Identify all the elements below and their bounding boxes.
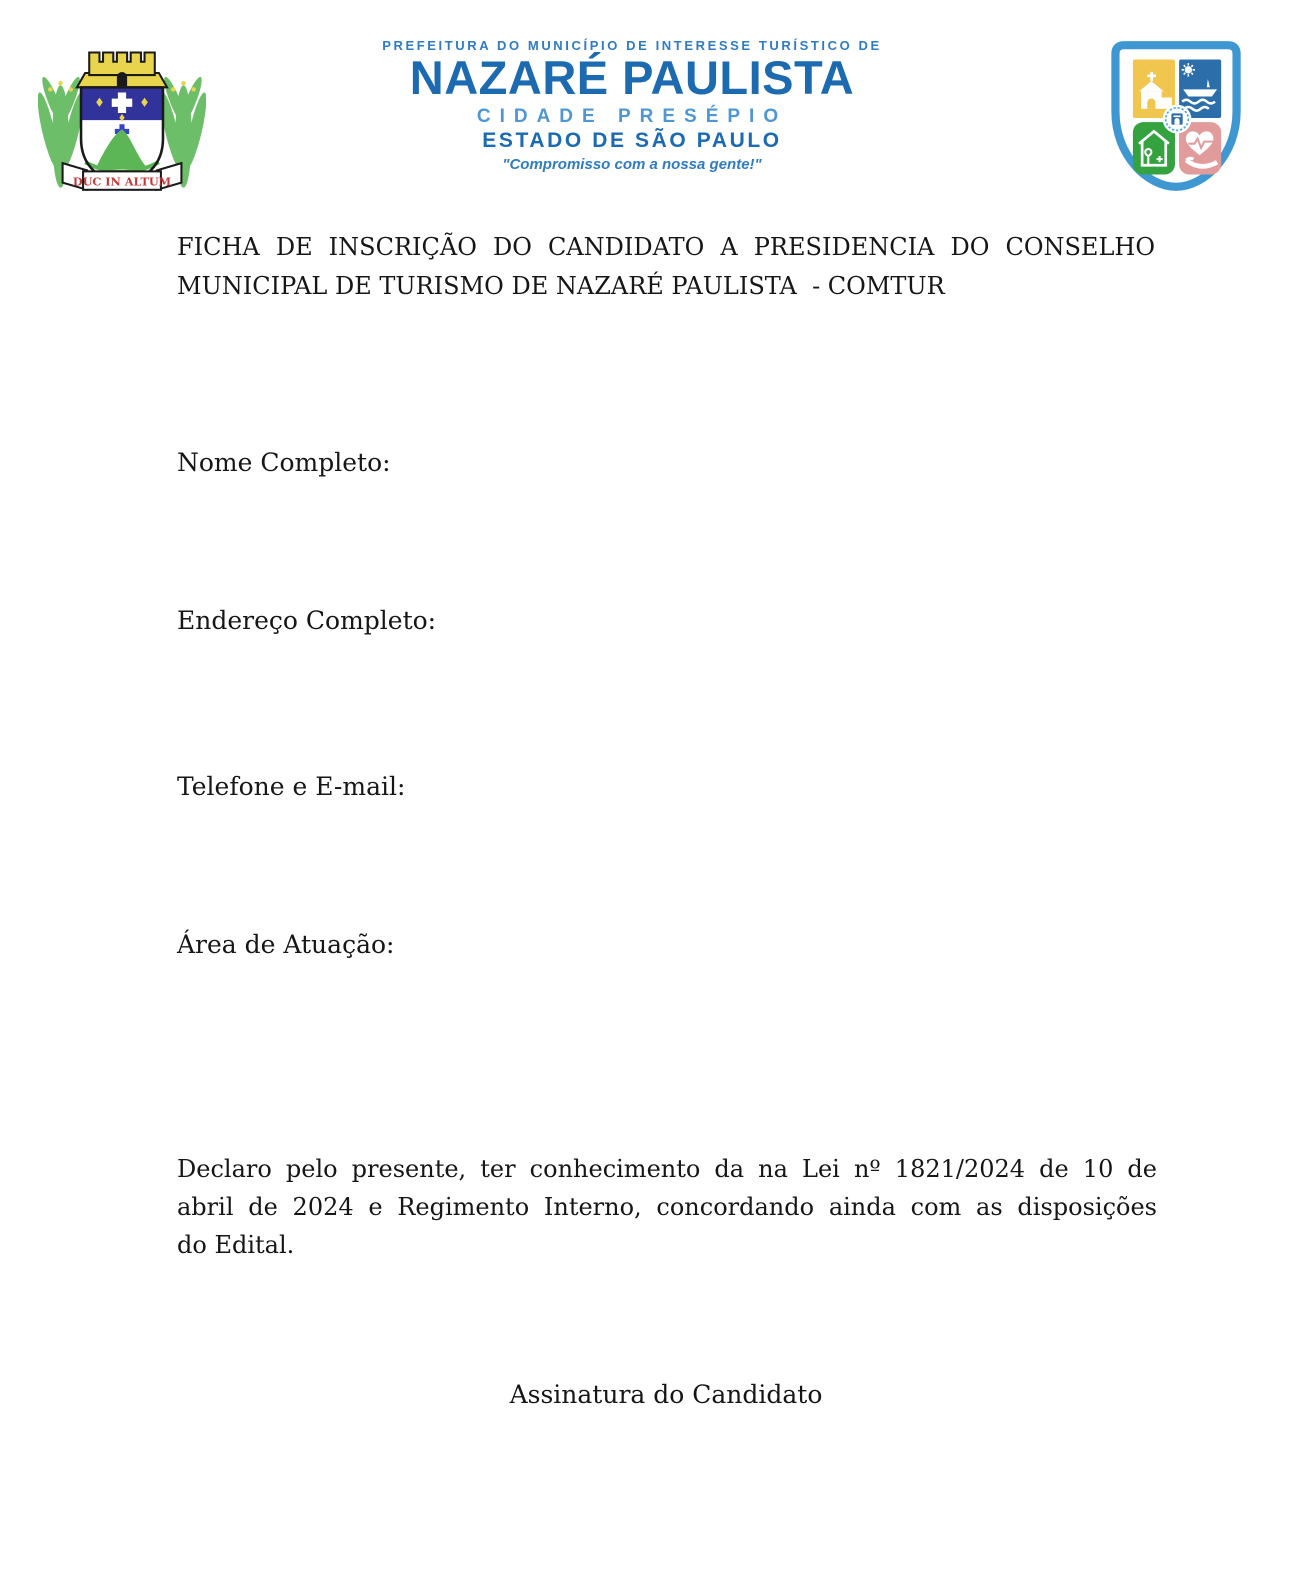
- field-label-nome-completo: Nome Completo:: [177, 448, 391, 477]
- header-tagline: "Compromisso com a nossa gente!": [502, 155, 762, 173]
- form-title: [177, 228, 1155, 306]
- center-badge-icon: [1163, 105, 1192, 134]
- declaration-line-3: do Edital.: [177, 1231, 295, 1259]
- declaration-paragraph: [177, 1150, 1157, 1264]
- coat-of-arms-motto: DUC IN ALTUM: [72, 174, 172, 189]
- gov-logo-graphic: [1108, 38, 1244, 194]
- coat-of-arms-graphic: [38, 30, 206, 198]
- form-title-line-2: MUNICIPAL DE TURISMO DE NAZARÉ PAULISTA - COMTUR: [177, 272, 945, 300]
- shield-icon: [81, 87, 163, 181]
- signature-label: Assinatura do Candidato: [509, 1380, 823, 1409]
- mural-crown-icon: [77, 53, 167, 88]
- header-org-line: PREFEITURA DO MUNICÍPIO DE INTERESSE TURÍSTICO DE: [382, 38, 882, 53]
- declaration-line-1: Declaro pelo presente, ter conhecimento da na Lei nº 1821/2024 de 10 de: [177, 1155, 1157, 1183]
- field-label-area-atuacao: Área de Atuação:: [177, 930, 395, 959]
- city-header: [318, 38, 946, 173]
- form-title-line-1: FICHA DE INSCRIÇÃO DO CANDIDATO A PRESIDENCIA DO CONSELHO: [177, 233, 1155, 261]
- city-government-logo: [1108, 38, 1244, 194]
- municipal-coat-of-arms: [38, 30, 206, 198]
- field-label-telefone-email: Telefone e E-mail:: [177, 772, 406, 801]
- declaration-line-2: abril de 2024 e Regimento Interno, concordando ainda com as disposições: [177, 1193, 1157, 1221]
- header-state-line: ESTADO DE SÃO PAULO: [482, 128, 782, 152]
- field-label-endereco-completo: Endereço Completo:: [177, 606, 437, 635]
- header-city-subtitle: CIDADE PRESÉPIO: [476, 105, 788, 127]
- header-city-name: NAZARÉ PAULISTA: [409, 51, 855, 104]
